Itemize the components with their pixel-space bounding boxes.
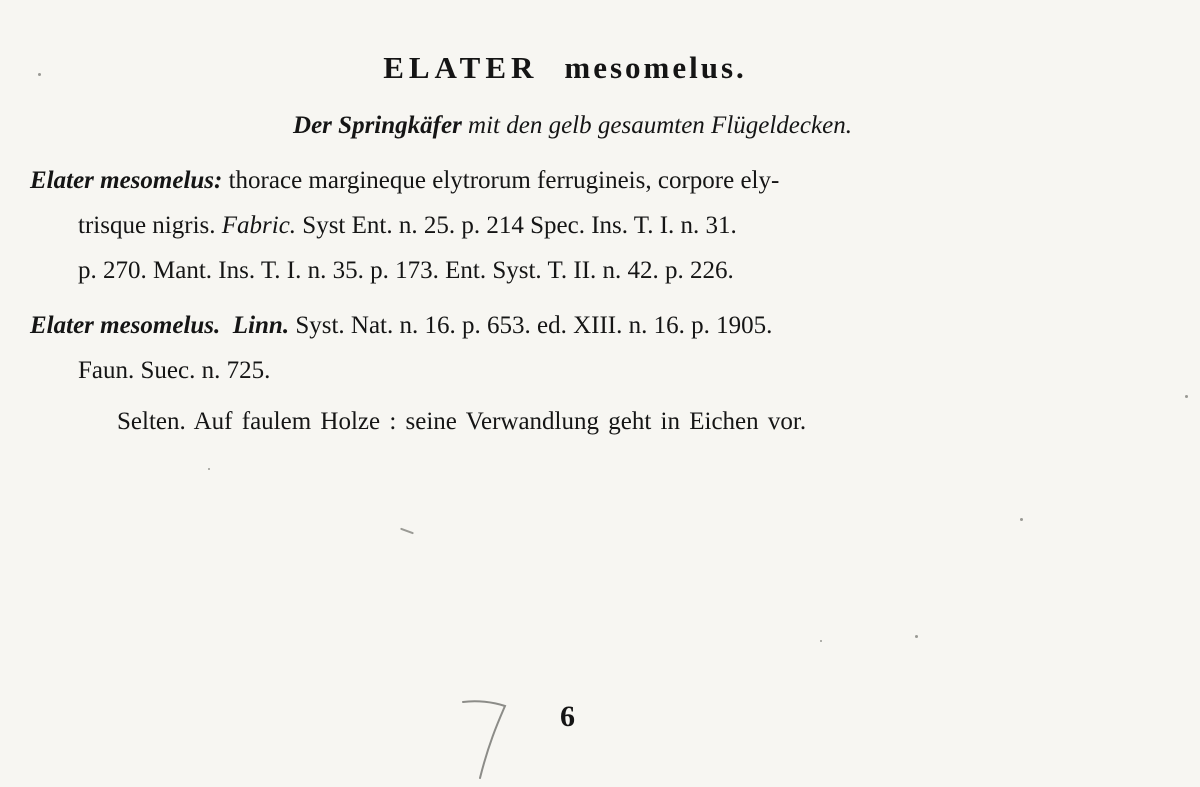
reference-line-2: Faun. Suec. n. 725.: [78, 357, 271, 384]
common-name-lead: Der Springkäfer: [293, 112, 462, 139]
reference-lead: Elater mesomelus.: [30, 312, 221, 339]
description-lead: Elater mesomelus:: [30, 167, 223, 194]
pencil-mark-7: [455, 690, 525, 785]
page-number: 6: [560, 700, 575, 733]
description-text-2a: trisque nigris.: [78, 212, 222, 239]
reference-text-1: Syst. Nat. n. 16. p. 653. ed. XIII. n. 16. p. 1905.: [289, 312, 773, 339]
paper-speck: [38, 73, 41, 76]
description-line-3: p. 270. Mant. Ins. T. I. n. 35. p. 173. Ent. Syst. T. II. n. 42. p. 226.: [78, 257, 734, 284]
paper-speck: [1020, 518, 1023, 521]
paper-speck: [915, 635, 918, 638]
linnaeus-reference: [30, 303, 1140, 393]
paper-speck: [1185, 395, 1188, 398]
paper-speck: [400, 528, 414, 535]
paper-speck: [820, 640, 822, 642]
genus-name: ELATER: [383, 50, 539, 85]
species-title: [0, 50, 1130, 86]
species-name: mesomelus.: [564, 50, 747, 85]
fabricius-description: [30, 158, 1140, 293]
paper-speck: [208, 468, 210, 470]
description-line-2: [30, 203, 1140, 248]
description-line-1: [30, 158, 1140, 203]
description-text-2b: Syst Ent. n. 25. p. 214 Spec. Ins. T. I. n. 31.: [296, 212, 737, 239]
reference-line-1: [30, 303, 1140, 348]
common-name-rest: mit den gelb gesaumten Flügeldecken.: [461, 112, 852, 139]
description-text-1: thorace margineque elytrorum ferrugineis, corpore ely-: [222, 167, 780, 194]
fabricius-citation: Fabric.: [221, 212, 297, 239]
german-common-name: [0, 112, 1145, 140]
habitat-note: Selten. Auf faulem Holze : seine Verwandlung geht in Eichen vor.: [117, 408, 807, 435]
linnaeus-citation: Linn.: [232, 312, 290, 339]
